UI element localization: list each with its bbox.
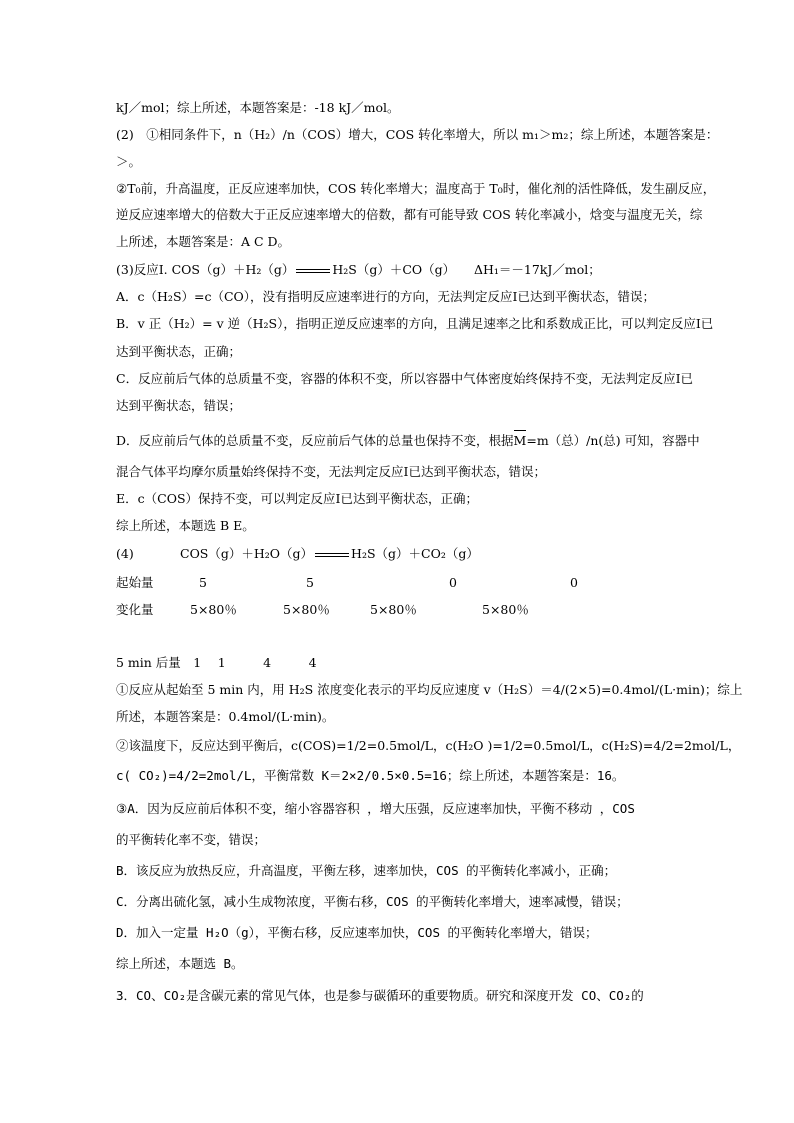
change-amount-cos: 5×80％ [190, 602, 237, 617]
change-amount-co2: 5×80％ [482, 602, 529, 617]
option-d-line-2: 混合气体平均摩尔质量始终保持不变，无法判定反应Ⅰ已达到平衡状态，错误； [116, 464, 546, 479]
answer-line-4: ②T₀前，升高温度，正反应速率加快，COS 转化率增大；温度高于 T₀时，催化剂的活性降低，发生副反应， [116, 181, 716, 196]
option-d-suffix: =m（总）/n(总) 可知，容器中 [526, 433, 700, 448]
reaction-4-left: COS（g）＋H₂O（g） [180, 546, 314, 561]
mean-molar-mass-symbol: M [513, 433, 527, 448]
option-c-line-1: C．反应前后气体的总质量不变，容器的体积不变，所以容器中气体密度始终保持不变，无法判定反应Ⅰ已 [116, 371, 694, 386]
change-amount-h2s: 5×80％ [370, 602, 417, 617]
reaction-3-enthalpy: ΔH₁＝－17kJ／mol； [473, 262, 601, 277]
part4-3-d-line: D．加入一定量 H₂O（g），平衡右移，反应速率加快，COS 的平衡转化率增大，错误； [116, 925, 598, 940]
answer-line-5: 逆反应速率增大的倍数大于正反应速率增大的倍数，都有可能导致 COS 转化率减小，焓变与温度无关，综 [116, 207, 703, 222]
reaction-4-equation [180, 545, 479, 563]
question-3-intro-line: 3．CO、CO₂是含碳元素的常见气体，也是参与碳循环的重要物质。研究和深度开发 CO、CO₂的 [116, 988, 644, 1003]
equilibrium-arrow-icon [315, 550, 349, 560]
answer-line-6: 上所述，本题答案是：A C D。 [116, 234, 291, 249]
reaction-3-equation [116, 261, 601, 279]
answer-line-2: (2) ①相同条件下，n（H₂）/n（COS）增大，COS 转化率增大，所以 m₁＞m₂；综上所述，本题答案是： [116, 127, 719, 142]
answer-line-1: kJ／mol；综上所述，本题答案是：-18 kJ／mol。 [116, 100, 400, 115]
reaction-4-right: H₂S（g）＋CO₂（g） [351, 546, 479, 561]
option-d-prefix: D．反应前后气体的总质量不变，反应前后气体的总量也保持不变，根据 [116, 433, 514, 448]
part4-3-summary-line: 综上所述，本题选 B。 [116, 956, 244, 971]
after-5min-line: 5 min 后量 1 1 4 4 [116, 655, 317, 670]
option-c-line-2: 达到平衡状态，错误； [116, 398, 242, 413]
start-amount-label: 起始量 [116, 575, 154, 590]
part4-3-c-line: C．分离出硫化氢，减小生成物浓度，平衡右移，COS 的平衡转化率增大，速率减慢，错误； [116, 894, 629, 909]
equilibrium-arrow-icon [296, 266, 330, 276]
reaction-3-right: H₂S（g）＋CO（g） [332, 262, 449, 277]
change-amount-h2o: 5×80％ [283, 602, 330, 617]
option-d-line-1 [116, 432, 700, 450]
option-a-line: A．c（H₂S）=c（CO），没有指明反应速率进行的方向，无法判定反应Ⅰ已达到平衡状态，错误； [116, 289, 655, 304]
start-amount-cos: 5 [199, 575, 207, 590]
part4-1-line-1: ①反应从起始至 5 min 内，用 H₂S 浓度变化表示的平均反应速度 v（H₂S）＝4/(2×5)=0.4mol/(L·min)；综上 [116, 682, 743, 697]
option-e-line: E．c（COS）保持不变，可以判定反应Ⅰ已达到平衡状态，正确； [116, 491, 478, 506]
option-b-line-1: B．v 正（H₂）= v 逆（H₂S），指明正逆反应速率的方向，且满足速率之比和系数成正比，可以判定反应Ⅰ已 [116, 316, 714, 331]
start-amount-co2: 0 [570, 575, 578, 590]
part4-2-line-2: c( CO₂)=4/2=2mol/L，平衡常数 K＝2×2/0.5×0.5=16；综上所述，本题答案是：16。 [116, 768, 625, 783]
part4-1-line-2: 所述，本题答案是：0.4mol/(L·min)。 [116, 709, 335, 724]
option-b-line-2: 达到平衡状态，正确； [116, 344, 242, 359]
part4-3-line-1: ③A．因为反应前后体积不变，缩小容器容积 ，增大压强，反应速率加快，平衡不移动 ，COS [116, 801, 635, 816]
change-amount-label: 变化量 [116, 602, 154, 617]
part4-3-line-2: 的平衡转化率不变，错误； [116, 832, 267, 847]
start-amount-h2o: 5 [306, 575, 314, 590]
reaction-3-left: (3)反应Ⅰ. COS（g）＋H₂（g） [116, 262, 295, 277]
answer-line-3: ＞。 [116, 154, 142, 169]
part4-3-b-line: B．该反应为放热反应，升高温度，平衡左移，速率加快，COS 的平衡转化率减小，正确； [116, 863, 617, 878]
summary-3-line: 综上所述，本题选 B E。 [116, 518, 255, 533]
start-amount-h2s: 0 [449, 575, 457, 590]
part4-2-line-1: ②该温度下，反应达到平衡后，c(COS)=1/2=0.5mol/L，c(H₂O )=1/2=0.5mol/L，c(H₂S)=4/2=2mol/L， [116, 738, 741, 753]
reaction-4-label: (4) [116, 546, 134, 561]
